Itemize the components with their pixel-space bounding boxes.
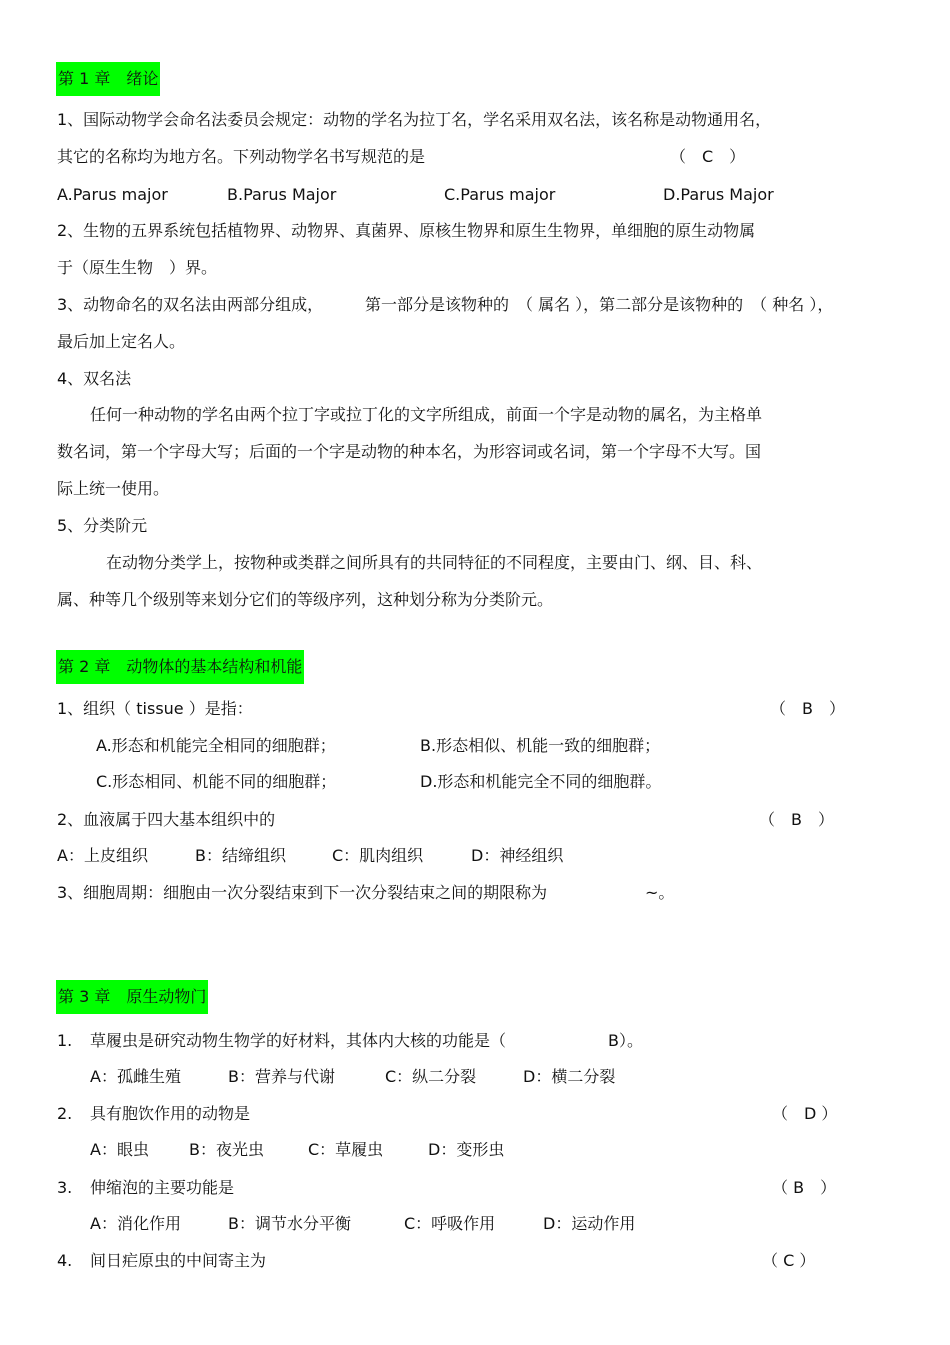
ch2-q2-option-c: C：肌肉组织 [332, 846, 424, 865]
ch3-q2-option-d: D：变形虫 [428, 1140, 505, 1159]
ch3-q2-number: 2. [57, 1104, 73, 1123]
ch1-q1-option-b: B.Parus Major [227, 185, 337, 204]
ch3-q2-option-a: A：眼虫 [90, 1140, 149, 1159]
ch1-q5-paragraph-line1: 在动物分类学上，按物种或类群之间所具有的共同特征的不同程度，主要由门、纲、目、科、 [106, 553, 763, 572]
ch1-q2-line2: 于（原生生物 ）界。 [57, 258, 218, 277]
ch1-q1-option-d: D.Parus Major [663, 185, 774, 204]
ch2-q1-text: 1、组织（ tissue ）是指： [57, 699, 253, 718]
ch2-q3-tail: ~。 [645, 883, 675, 902]
ch3-q2-answer: （ D ） [772, 1104, 838, 1123]
ch3-q1-number: 1. [57, 1031, 73, 1050]
ch1-q5-paragraph-line2: 属、种等几个级别等来划分它们的等级序列，这种划分称为分类阶元。 [57, 590, 554, 609]
ch1-q4-paragraph-line1: 任何一种动物的学名由两个拉丁字或拉丁化的文字所组成，前面一个字是动物的属名，为主格单 [90, 405, 763, 424]
ch3-q1-answer: B）。 [608, 1031, 643, 1050]
ch2-q3-text: 3、细胞周期：细胞由一次分裂结束到下一次分裂结束之间的期限称为 [57, 883, 548, 902]
ch3-q3-option-b: B：调节水分平衡 [228, 1214, 351, 1233]
ch1-q1-option-c: C.Parus major [444, 185, 556, 204]
ch3-q4-answer: （ C ） [762, 1251, 816, 1270]
ch3-q2-option-b: B：夜光虫 [189, 1140, 264, 1159]
ch2-q1-option-d: D.形态和机能完全不同的细胞群。 [420, 772, 662, 791]
ch2-q1-option-a: A.形态和机能完全相同的细胞群； [96, 736, 336, 755]
ch3-q1-text: 草履虫是研究动物生物学的好材料，其体内大核的功能是（ [90, 1031, 507, 1050]
ch3-q3-option-d: D：运动作用 [543, 1214, 636, 1233]
ch2-q1-option-b: B.形态相似、机能一致的细胞群； [420, 736, 661, 755]
ch1-q1-line2: 其它的名称均为地方名。下列动物学名书写规范的是 [57, 147, 426, 166]
ch2-q2-option-b: B：结缔组织 [195, 846, 286, 865]
ch1-q1-line1: 1、国际动物学会命名法委员会规定：动物的学名为拉丁名，学名采用双名法，该名称是动物通用名， [57, 110, 772, 129]
ch2-q1-answer: （ B ） [770, 699, 845, 718]
ch3-q3-text: 伸缩泡的主要功能是 [90, 1178, 235, 1197]
ch1-q3-part2: 第一部分是该物种的 （ 属名 ），第二部分是该物种的 （ 种名 ）， [365, 295, 834, 314]
ch3-q2-text: 具有胞饮作用的动物是 [90, 1104, 251, 1123]
ch1-q1-answer: （ C ） [670, 147, 746, 166]
ch3-q3-number: 3. [57, 1178, 73, 1197]
ch1-q3-line2: 最后加上定名人。 [57, 332, 186, 351]
ch2-q2-option-a: A：上皮组织 [57, 846, 148, 865]
ch3-q2-option-c: C：草履虫 [308, 1140, 384, 1159]
ch3-q3-option-a: A：消化作用 [90, 1214, 181, 1233]
ch1-q4-paragraph-line3: 际上统一使用。 [57, 479, 170, 498]
ch3-q1-option-a: A：孤雌生殖 [90, 1067, 181, 1086]
ch1-q4-paragraph-line2: 数名词，第一个字母大写；后面的一个字是动物的种本名，为形容词或名词，第一个字母不大写。国 [57, 442, 762, 461]
ch1-q1-option-a: A.Parus major [57, 185, 168, 204]
ch1-q3-part1: 3、动物命名的双名法由两部分组成， [57, 295, 324, 314]
ch3-q3-option-c: C：呼吸作用 [404, 1214, 496, 1233]
ch3-q1-option-b: B：营养与代谢 [228, 1067, 335, 1086]
ch3-q1-option-d: D：横二分裂 [523, 1067, 616, 1086]
ch3-q4-number: 4. [57, 1251, 73, 1270]
ch1-q5-title: 5、分类阶元 [57, 516, 148, 535]
ch3-q3-answer: （ B ） [772, 1178, 837, 1197]
chapter-2-heading: 第 2 章 动物体的基本结构和机能 [56, 650, 304, 684]
ch2-q1-option-c: C.形态相同、机能不同的细胞群； [96, 772, 337, 791]
ch1-q4-title: 4、双名法 [57, 369, 132, 388]
ch2-q2-text: 2、血液属于四大基本组织中的 [57, 810, 276, 829]
ch3-q1-option-c: C：纵二分裂 [385, 1067, 477, 1086]
chapter-1-heading: 第 1 章 绪论 [56, 62, 160, 96]
chapter-3-heading: 第 3 章 原生动物门 [56, 980, 208, 1014]
ch2-q2-answer: （ B ） [759, 810, 834, 829]
ch2-q2-option-d: D：神经组织 [471, 846, 564, 865]
ch3-q4-text: 间日疟原虫的中间寄主为 [90, 1251, 267, 1270]
ch1-q2-line1: 2、生物的五界系统包括植物界、动物界、真菌界、原核生物界和原生生物界，单细胞的原生动物属 [57, 221, 756, 240]
